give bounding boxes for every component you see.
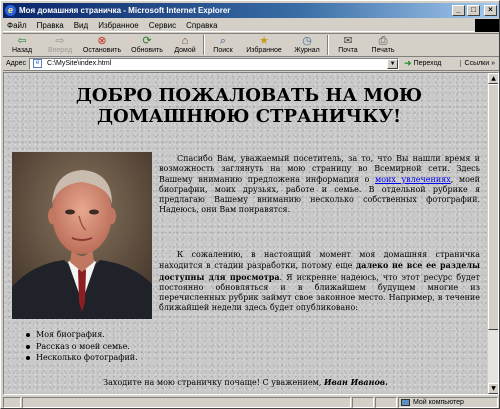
home-icon: ⌂ <box>181 35 189 47</box>
toolbar-separator <box>203 35 205 55</box>
favorites-button[interactable] <box>239 34 289 56</box>
history-icon: ◷ <box>302 35 312 47</box>
menu-view[interactable]: Вид <box>73 20 89 30</box>
intro-paragraph <box>159 154 480 216</box>
go-label: Переход <box>413 60 442 67</box>
scroll-down-button[interactable]: ▼ <box>488 383 499 394</box>
search-icon: ⌕ <box>219 35 227 47</box>
status-bar <box>3 396 499 408</box>
history-button[interactable] <box>289 34 325 56</box>
menu-tools[interactable]: Сервис <box>148 20 177 30</box>
page-footer <box>4 377 487 387</box>
toolbar-separator <box>327 35 329 55</box>
links-button[interactable]: Ссылки » <box>460 60 499 67</box>
refresh-icon: ⟳ <box>142 35 152 47</box>
menu-favorites[interactable]: Избранное <box>98 20 139 30</box>
print-icon: ⎙ <box>378 35 388 47</box>
scroll-up-button[interactable]: ▲ <box>488 73 499 84</box>
zone-label: Мой компьютер <box>413 398 464 406</box>
standard-toolbar <box>3 33 499 57</box>
status-panel <box>352 397 374 408</box>
windows-logo-icon <box>475 19 499 32</box>
heading-line-1: ДОБРО ПОЖАЛОВАТЬ НА МОЮ <box>75 85 423 106</box>
stop-button[interactable] <box>79 34 125 56</box>
menu-bar <box>3 19 499 32</box>
author-portrait-image <box>12 152 152 319</box>
status-paragraph <box>159 250 480 314</box>
status-text-end: . Я искренне надеюсь, что этот ресурс будет постоянно обновляться и в ближайшем будущем многие из перечисленных рубрик займут свое законное место. Например, в течение ближайшей недели здесь будет опубликовано: <box>159 272 480 313</box>
address-label: Адрес <box>6 60 27 67</box>
hobbies-link[interactable]: моих увлечениях <box>374 174 451 184</box>
favorites-icon: ★ <box>259 35 269 47</box>
footer-signature: Иван Иванов. <box>324 377 388 387</box>
address-bar <box>3 57 499 71</box>
my-computer-icon <box>401 399 410 406</box>
status-panel <box>375 397 397 408</box>
back-arrow-icon: ⇦ <box>17 35 27 47</box>
content-viewport <box>3 72 499 395</box>
forward-label: Вперед <box>47 47 73 54</box>
page-heading <box>34 85 464 127</box>
list-item: Рассказ о моей семье. <box>26 341 138 353</box>
stop-icon: ⊗ <box>97 35 107 47</box>
menu-edit[interactable]: Правка <box>36 20 64 30</box>
address-input[interactable] <box>29 58 399 70</box>
history-label: Журнал <box>294 47 320 54</box>
search-button[interactable] <box>207 34 239 56</box>
print-label: Печать <box>371 47 395 54</box>
minimize-button[interactable]: _ <box>452 5 465 16</box>
status-page-icon <box>3 397 21 408</box>
back-label: Назад <box>11 47 33 54</box>
refresh-button[interactable] <box>125 34 169 56</box>
status-text-start: К сожалению, в настоящий момент моя домашняя страничка находится в стадии разработки, потому еще <box>159 250 480 271</box>
back-button[interactable] <box>3 34 41 56</box>
author-photo <box>12 152 152 319</box>
address-value[interactable]: C:\MySite\index.html <box>47 60 112 67</box>
maximize-button[interactable]: □ <box>467 5 480 16</box>
mail-button[interactable] <box>331 34 365 56</box>
list-item: Несколько фотографий. <box>26 352 138 364</box>
stop-label: Остановить <box>82 47 122 54</box>
footer-text: Заходите на мою страничку почаще! С уважением, <box>103 378 324 387</box>
refresh-label: Обновить <box>131 47 163 54</box>
upcoming-list <box>26 329 138 364</box>
window-title: Моя домашняя страничка - Microsoft Internet Explorer <box>19 6 231 15</box>
mail-icon: ✉ <box>343 35 353 47</box>
page-icon: e <box>33 59 42 68</box>
status-text-bold: далеко не все ее разделы доступны для просмотра <box>159 260 480 282</box>
intro-text-start: Спасибо Вам, уважаемый посетитель, за то, что Вы нашли время и возможность заглянуть на мою страницу во Всемирной сети. Здесь Вашему вниманию предложена информация о <box>159 154 480 184</box>
close-button[interactable]: × <box>484 5 497 16</box>
list-item: Моя биография. <box>26 329 138 341</box>
go-button[interactable] <box>404 58 441 69</box>
forward-arrow-icon: ⇨ <box>55 35 65 47</box>
home-button[interactable] <box>169 34 201 56</box>
menu-help[interactable]: Справка <box>186 20 218 30</box>
security-zone <box>398 397 498 408</box>
forward-button[interactable] <box>41 34 79 56</box>
print-button[interactable] <box>365 34 401 56</box>
status-message <box>22 397 351 408</box>
vertical-scrollbar[interactable] <box>487 73 498 394</box>
internet-explorer-icon: e <box>5 5 16 16</box>
home-label: Домой <box>174 47 196 54</box>
intro-text-end: , моей биографии, моих друзьях, работе и семье. В отдельной рубрике я предлагаю Вашему вниманию несколько собственных фотографий. Надеюсь, они Вам понравятся. <box>159 174 480 215</box>
scrollbar-thumb[interactable] <box>488 84 499 330</box>
web-page <box>4 73 487 394</box>
go-arrow-icon: ➜ <box>404 58 412 68</box>
mail-label: Почта <box>338 47 358 54</box>
favorites-label: Избранное <box>246 47 282 54</box>
menu-file[interactable]: Файл <box>7 20 27 30</box>
heading-line-2: ДОМАШНЮЮ СТРАНИЧКУ! <box>97 106 401 127</box>
title-bar[interactable] <box>3 3 499 18</box>
search-label: Поиск <box>213 47 233 54</box>
address-dropdown-button[interactable]: ▼ <box>387 59 398 69</box>
